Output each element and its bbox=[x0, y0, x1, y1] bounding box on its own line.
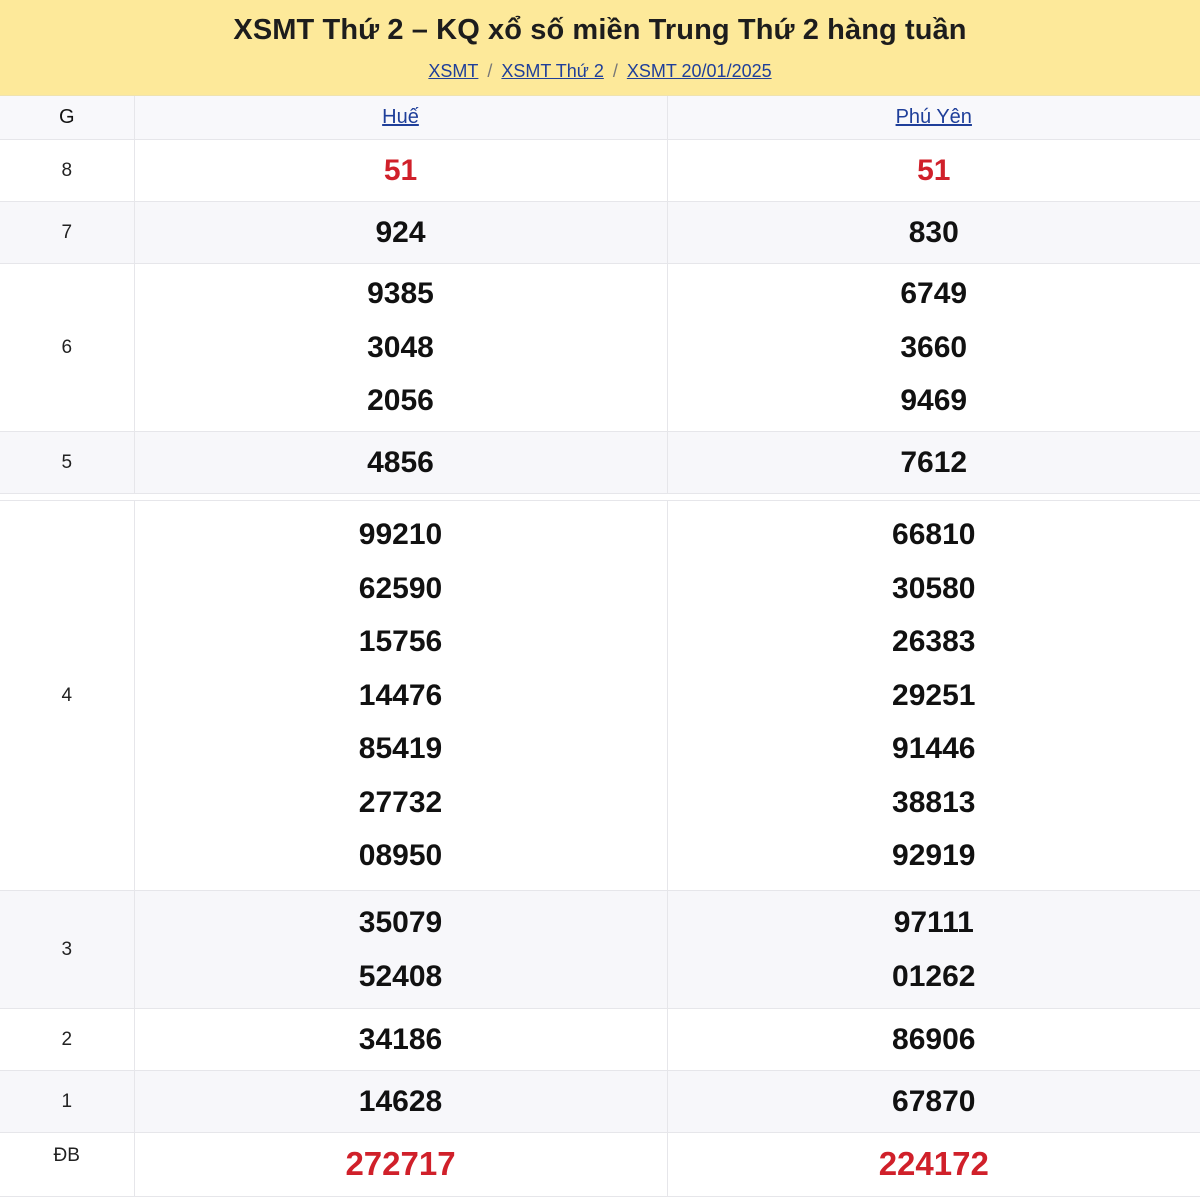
province-link-phu-yen[interactable]: Phú Yên bbox=[895, 106, 972, 128]
result-number: 35079 bbox=[358, 906, 443, 939]
result-number: 27732 bbox=[358, 785, 443, 819]
result-number: 29251 bbox=[892, 678, 976, 712]
breadcrumb bbox=[0, 61, 1200, 82]
prize-label: 8 bbox=[0, 140, 134, 202]
result-number: 66810 bbox=[892, 518, 976, 552]
result-number: 34186 bbox=[358, 1022, 443, 1056]
breadcrumb-separator: / bbox=[487, 61, 493, 81]
result-cell bbox=[134, 432, 667, 494]
breadcrumb-separator: / bbox=[612, 61, 618, 81]
prize-label: 2 bbox=[0, 1009, 134, 1071]
result-number: 67870 bbox=[892, 1084, 976, 1118]
result-number: 4856 bbox=[367, 445, 434, 479]
result-number: 08950 bbox=[358, 839, 443, 873]
result-number: 6749 bbox=[900, 277, 968, 311]
result-cell bbox=[134, 140, 667, 202]
prize-label: 1 bbox=[0, 1071, 134, 1133]
result-number: 14628 bbox=[358, 1084, 443, 1118]
result-number: 51 bbox=[383, 153, 418, 187]
province-header-phu-yen bbox=[667, 96, 1200, 140]
result-number: 99210 bbox=[358, 518, 443, 552]
result-number: 9385 bbox=[367, 277, 434, 311]
result-cell bbox=[667, 432, 1200, 494]
prize-label: 3 bbox=[0, 891, 134, 1009]
result-cell bbox=[667, 264, 1200, 432]
result-cell bbox=[134, 264, 667, 432]
prize-label: 5 bbox=[0, 432, 134, 494]
result-cell bbox=[134, 891, 667, 1009]
breadcrumb-link-xsmt-thu-2[interactable]: XSMT Thứ 2 bbox=[501, 61, 604, 81]
result-number: 2056 bbox=[367, 384, 434, 418]
result-number: 30580 bbox=[892, 571, 976, 605]
results-table bbox=[0, 96, 1200, 1197]
province-link-hue[interactable]: Huế bbox=[382, 106, 419, 128]
result-cell bbox=[667, 501, 1200, 891]
result-number: 830 bbox=[908, 215, 959, 249]
result-cell bbox=[667, 140, 1200, 202]
result-number: 9469 bbox=[900, 384, 968, 418]
province-header-hue bbox=[134, 96, 667, 140]
result-cell bbox=[667, 1133, 1200, 1197]
result-number: 38813 bbox=[892, 785, 976, 819]
page-header bbox=[0, 0, 1200, 96]
result-cell bbox=[134, 1071, 667, 1133]
result-number: 91446 bbox=[892, 732, 976, 766]
prize-label: 6 bbox=[0, 264, 134, 432]
result-number: 01262 bbox=[892, 959, 976, 993]
result-cell bbox=[667, 1071, 1200, 1133]
result-number: 62590 bbox=[358, 571, 443, 605]
prize-row-8 bbox=[0, 140, 1200, 202]
prize-label: 7 bbox=[0, 202, 134, 264]
result-cell bbox=[134, 1009, 667, 1071]
result-number: 52408 bbox=[358, 959, 443, 993]
result-cell bbox=[134, 1133, 667, 1197]
table-gap bbox=[0, 494, 1200, 501]
prize-column-header: G bbox=[0, 96, 134, 140]
prize-row-4 bbox=[0, 501, 1200, 891]
breadcrumb-link-xsmt[interactable]: XSMT bbox=[428, 61, 479, 81]
result-cell bbox=[134, 202, 667, 264]
prize-row-6 bbox=[0, 264, 1200, 432]
result-number: 51 bbox=[917, 153, 951, 187]
prize-label: ĐB bbox=[0, 1133, 134, 1197]
prize-label: 4 bbox=[0, 501, 134, 891]
prize-row-1 bbox=[0, 1071, 1200, 1133]
result-cell bbox=[667, 202, 1200, 264]
result-number: 14476 bbox=[358, 678, 443, 712]
result-number: 15756 bbox=[358, 625, 443, 659]
table-header-row bbox=[0, 96, 1200, 140]
special-prize-number: 272717 bbox=[345, 1145, 456, 1182]
result-cell bbox=[667, 1009, 1200, 1071]
result-number: 92919 bbox=[892, 839, 976, 873]
prize-row-special bbox=[0, 1133, 1200, 1197]
result-number: 7612 bbox=[900, 445, 968, 479]
prize-row-3 bbox=[0, 891, 1200, 1009]
result-number: 86906 bbox=[892, 1022, 976, 1056]
prize-row-2 bbox=[0, 1009, 1200, 1071]
result-number: 924 bbox=[375, 215, 426, 249]
result-number: 3660 bbox=[900, 330, 968, 364]
result-number: 3048 bbox=[367, 330, 434, 364]
result-number: 97111 bbox=[893, 906, 974, 939]
prize-row-7 bbox=[0, 202, 1200, 264]
result-number: 85419 bbox=[358, 732, 443, 766]
result-cell bbox=[134, 501, 667, 891]
prize-row-5 bbox=[0, 432, 1200, 494]
page-title: XSMT Thứ 2 – KQ xổ số miền Trung Thứ 2 hàng tuần bbox=[233, 14, 967, 46]
special-prize-number: 224172 bbox=[878, 1145, 989, 1182]
result-cell bbox=[667, 891, 1200, 1009]
breadcrumb-link-xsmt-date[interactable]: XSMT 20/01/2025 bbox=[626, 61, 772, 81]
result-number: 26383 bbox=[892, 625, 976, 659]
